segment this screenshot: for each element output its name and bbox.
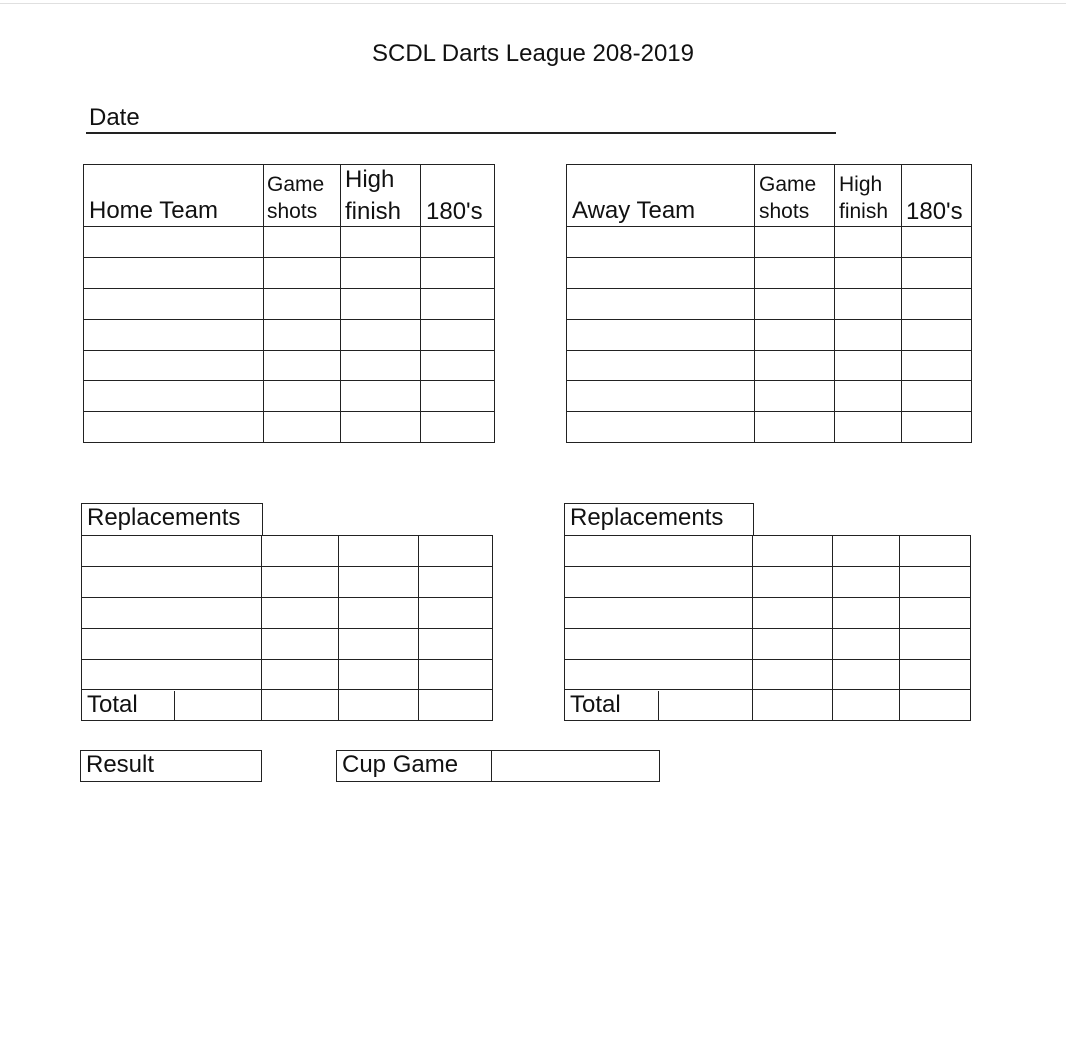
home-high-header: High <box>345 166 395 193</box>
away-game-header: Game <box>759 173 817 196</box>
home-col-divider-1 <box>263 165 264 442</box>
date-label: Date <box>89 104 140 131</box>
table-row[interactable] <box>565 566 970 567</box>
table-row[interactable] <box>82 597 492 598</box>
home-total-label: Total <box>87 691 138 718</box>
away-replacements-header <box>564 503 754 536</box>
away-replacements-label: Replacements <box>570 504 724 531</box>
away-team-table <box>566 164 972 443</box>
away-col-divider-1 <box>754 165 755 442</box>
home-finish-header: finish <box>345 198 402 225</box>
table-row[interactable] <box>567 411 971 412</box>
away-finish-header: finish <box>839 200 889 223</box>
table-row[interactable] <box>565 659 970 660</box>
away-shots-header: shots <box>759 200 810 223</box>
away-col-divider-2 <box>834 165 835 442</box>
table-row[interactable] <box>567 319 971 320</box>
away-total-label: Total <box>570 691 621 718</box>
home-replacements-label: Replacements <box>87 504 241 531</box>
table-row[interactable] <box>84 380 494 381</box>
home-total-divider <box>174 691 175 720</box>
result-field[interactable] <box>80 750 262 782</box>
home-col-divider-2 <box>340 165 341 442</box>
table-row[interactable] <box>84 226 494 227</box>
table-row[interactable] <box>565 628 970 629</box>
home-replacements-header <box>81 503 263 536</box>
table-row[interactable] <box>84 411 494 412</box>
table-row[interactable] <box>84 257 494 258</box>
away-col-divider-3 <box>901 165 902 442</box>
total-row[interactable] <box>82 689 492 690</box>
table-row[interactable] <box>82 659 492 660</box>
cup-game-label: Cup Game <box>342 751 459 778</box>
away-high-header: High <box>839 173 883 196</box>
table-row[interactable] <box>82 566 492 567</box>
home-col-divider-3 <box>420 165 421 442</box>
table-row[interactable] <box>567 288 971 289</box>
home-shots-header: shots <box>267 200 318 223</box>
table-row[interactable] <box>567 380 971 381</box>
away-total-divider <box>658 691 659 720</box>
table-row[interactable] <box>565 597 970 598</box>
result-label: Result <box>86 751 155 778</box>
table-row[interactable] <box>84 288 494 289</box>
home-game-header: Game <box>267 173 325 196</box>
cup-game-divider <box>491 751 492 781</box>
table-row[interactable] <box>567 350 971 351</box>
away-180-header: 180's <box>906 198 963 225</box>
date-line[interactable] <box>86 132 836 134</box>
home-replacements-table <box>81 535 493 721</box>
top-border <box>0 3 1066 4</box>
table-row[interactable] <box>82 628 492 629</box>
table-row[interactable] <box>567 226 971 227</box>
home-180-header: 180's <box>426 198 483 225</box>
home-team-table <box>83 164 495 443</box>
home-team-header: Home Team <box>89 197 218 224</box>
table-row[interactable] <box>567 257 971 258</box>
away-team-header: Away Team <box>572 197 696 224</box>
table-row[interactable] <box>84 319 494 320</box>
total-row[interactable] <box>565 689 970 690</box>
away-replacements-table <box>564 535 971 721</box>
cup-game-field[interactable] <box>336 750 660 782</box>
page-title: SCDL Darts League 208-2019 <box>372 40 694 67</box>
table-row[interactable] <box>84 350 494 351</box>
